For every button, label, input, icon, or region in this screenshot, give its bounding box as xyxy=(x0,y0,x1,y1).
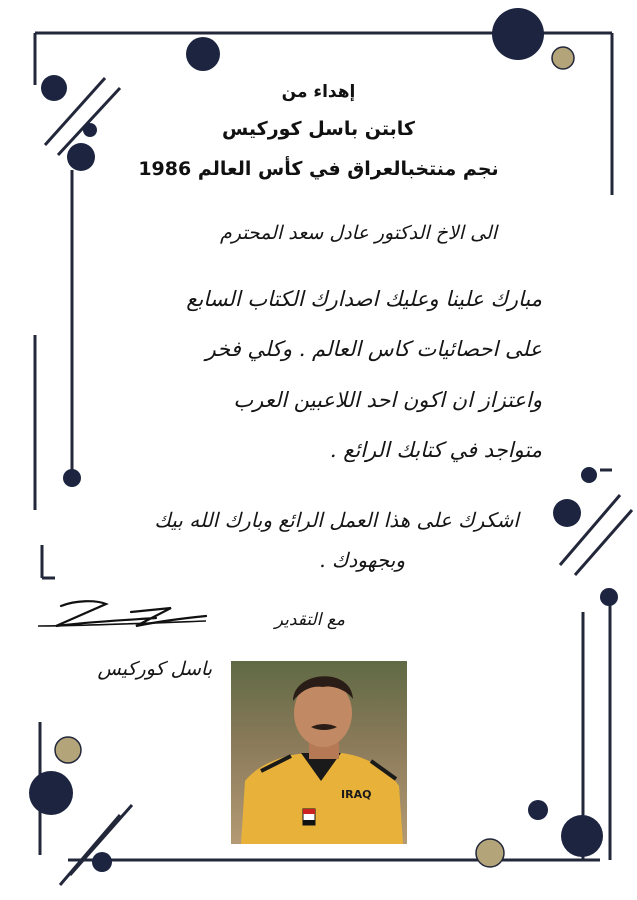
captain-name-heading: كابتن باسل كوركيس xyxy=(222,118,415,140)
dedication-heading: إهداء من xyxy=(281,82,356,102)
player-photo xyxy=(231,661,407,844)
letter-greeting: الى الاخ الدكتور عادل سعد المحترم xyxy=(219,222,497,244)
signature-name: باسل كوركيس xyxy=(97,658,212,680)
jersey-text: IRAQ xyxy=(341,788,372,801)
thanks-line: اشكرك على هذا العمل الرائع وبارك الله بيك xyxy=(154,508,519,532)
letter-line: مبارك علينا وعليك اصدارك الكتاب السابع xyxy=(186,287,542,311)
closing-text: مع التقدير xyxy=(274,610,345,630)
letter-line: على احصائيات كاس العالم . وكلي فخر xyxy=(205,337,542,361)
thanks-line: وبجهودك . xyxy=(319,548,405,572)
handwritten-signature xyxy=(36,596,211,636)
worldcup-heading: نجم منتخبالعراق في كأس العالم 1986 xyxy=(138,158,499,180)
letter-line: متواجد في كتابك الرائع . xyxy=(329,438,542,462)
letter-line: واعتزاز ان اكون احد اللاعبين العرب xyxy=(233,388,542,412)
